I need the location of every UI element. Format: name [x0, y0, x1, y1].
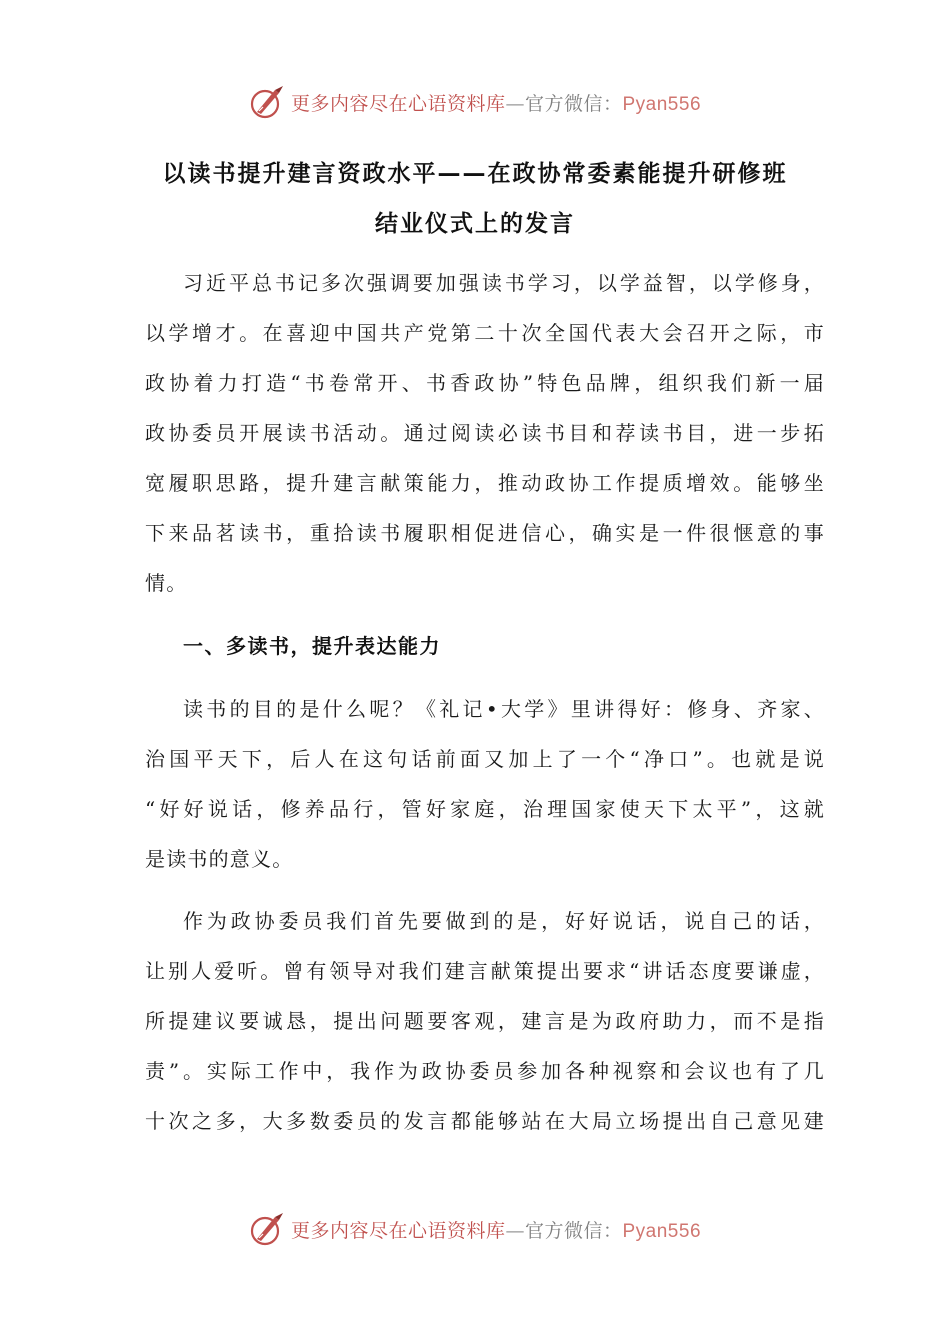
banner-wechat-id: Pyan556 — [622, 93, 702, 115]
section-heading-1: 一、多读书，提升表达能力 — [183, 634, 441, 658]
document-title-line-1: 以读书提升建言资政水平——在政协常委素能提升研修班 — [162, 161, 788, 187]
paragraph-1-line: 习近平总书记多次强调要加强读书学习，以学益智，以学修身， — [183, 271, 825, 295]
paragraph-3-line: 让别人爱听。曾有领导对我们建言献策提出要求“讲话态度要谦虚， — [145, 959, 825, 983]
quill-pen-logo-icon — [249, 84, 285, 120]
paragraph-2-line: “好好说话，修养品行，管好家庭，治理国家使天下太平”，这就 — [145, 797, 825, 821]
paragraph-1-line: 情。 — [145, 571, 188, 595]
quill-pen-logo-icon — [249, 1211, 285, 1247]
banner-text — [291, 89, 701, 116]
header-banner — [0, 80, 950, 124]
banner-dash: — — [505, 92, 525, 115]
paragraph-1-line: 政协着力打造“书卷常开、书香政协”特色品牌，组织我们新一届 — [145, 371, 825, 395]
paragraph-1-line: 宽履职思路，提升建言献策能力，推动政协工作提质增效。能够坐 — [145, 471, 825, 495]
footer-banner — [0, 1207, 950, 1251]
banner-wechat-id: Pyan556 — [622, 1220, 702, 1242]
banner-label: 官方微信： — [524, 92, 623, 115]
banner-dash: — — [505, 1219, 525, 1242]
paragraph-2-line: 是读书的意义。 — [145, 847, 294, 871]
banner-brand: 更多内容尽在心语资料库 — [290, 92, 506, 115]
paragraph-3-line: 十次之多，大多数委员的发言都能够站在大局立场提出自己意见建 — [145, 1109, 825, 1133]
banner-brand: 更多内容尽在心语资料库 — [290, 1219, 506, 1242]
paragraph-1-line: 政协委员开展读书活动。通过阅读必读书目和荐读书目，进一步拓 — [145, 421, 825, 445]
paragraph-3-line: 所提建议要诚恳，提出问题要客观，建言是为政府助力，而不是指 — [145, 1009, 825, 1033]
paragraph-1-line: 下来品茗读书，重拾读书履职相促进信心，确实是一件很惬意的事 — [145, 521, 825, 545]
banner-text — [291, 1216, 701, 1243]
paragraph-2-line: 读书的目的是什么呢？《礼记•大学》里讲得好：修身、齐家、 — [183, 697, 825, 721]
paragraph-1-line: 以学增才。在喜迎中国共产党第二十次全国代表大会召开之际，市 — [145, 321, 825, 345]
paragraph-2-line: 治国平天下，后人在这句话前面又加上了一个“净口”。也就是说 — [145, 747, 825, 771]
paragraph-3-line: 作为政协委员我们首先要做到的是，好好说话，说自己的话， — [183, 909, 825, 933]
banner-label: 官方微信： — [524, 1219, 623, 1242]
paragraph-3-line: 责”。实际工作中，我作为政协委员参加各种视察和会议也有了几 — [145, 1059, 825, 1083]
document-title-line-2: 结业仪式上的发言 — [375, 211, 575, 237]
